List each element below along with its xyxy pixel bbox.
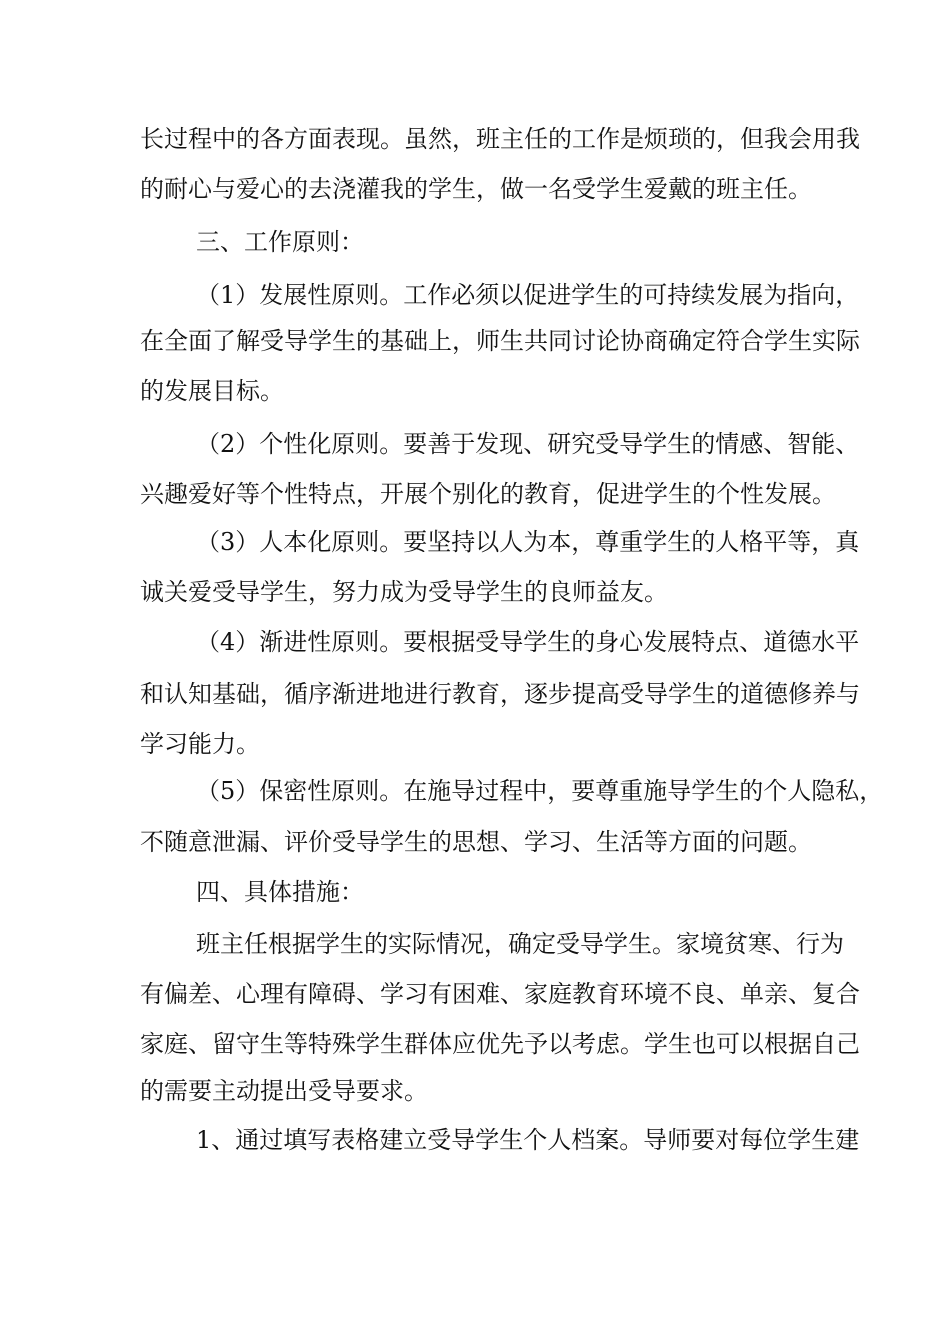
text-line: 长过程中的各方面表现。虽然，班主任的工作是烦琐的，但我会用我 — [140, 125, 860, 153]
text-line: （4）渐进性原则。要根据受导学生的身心发展特点、道德水平 — [196, 628, 860, 656]
text-line: （3）人本化原则。要坚持以人为本，尊重学生的人格平等，真 — [196, 528, 860, 556]
section-heading: 三、工作原则： — [196, 228, 364, 256]
text-line: 不随意泄漏、评价受导学生的思想、学习、生活等方面的问题。 — [140, 828, 812, 856]
text-line: 兴趣爱好等个性特点，开展个别化的教育，促进学生的个性发展。 — [140, 480, 836, 508]
text-line: 学习能力。 — [140, 730, 260, 758]
text-line: 家庭、留守生等特殊学生群体应优先予以考虑。学生也可以根据自己 — [140, 1030, 860, 1058]
text-line: 在全面了解受导学生的基础上，师生共同讨论协商确定符合学生实际 — [140, 327, 860, 355]
text-line: （1）发展性原则。工作必须以促进学生的可持续发展为指向， — [196, 281, 860, 309]
text-line: 诚关爱受导学生，努力成为受导学生的良师益友。 — [140, 578, 668, 606]
text-line: （2）个性化原则。要善于发现、研究受导学生的情感、智能、 — [196, 430, 860, 458]
section-heading: 四、具体措施： — [196, 878, 364, 906]
text-line: 的需要主动提出受导要求。 — [140, 1077, 428, 1105]
text-line: 有偏差、心理有障碍、学习有困难、家庭教育环境不良、单亲、复合 — [140, 980, 860, 1008]
text-line: 和认知基础，循序渐进地进行教育，逐步提高受导学生的道德修养与 — [140, 680, 860, 708]
text-line: 的耐心与爱心的去浇灌我的学生，做一名受学生爱戴的班主任。 — [140, 175, 812, 203]
text-line: 的发展目标。 — [140, 377, 284, 405]
text-line: 班主任根据学生的实际情况，确定受导学生。家境贫寒、行为 — [196, 930, 844, 958]
text-line: 1、通过填写表格建立受导学生个人档案。导师要对每位学生建 — [196, 1126, 860, 1154]
text-line: （5）保密性原则。在施导过程中，要尊重施导学生的个人隐私， — [196, 777, 884, 805]
